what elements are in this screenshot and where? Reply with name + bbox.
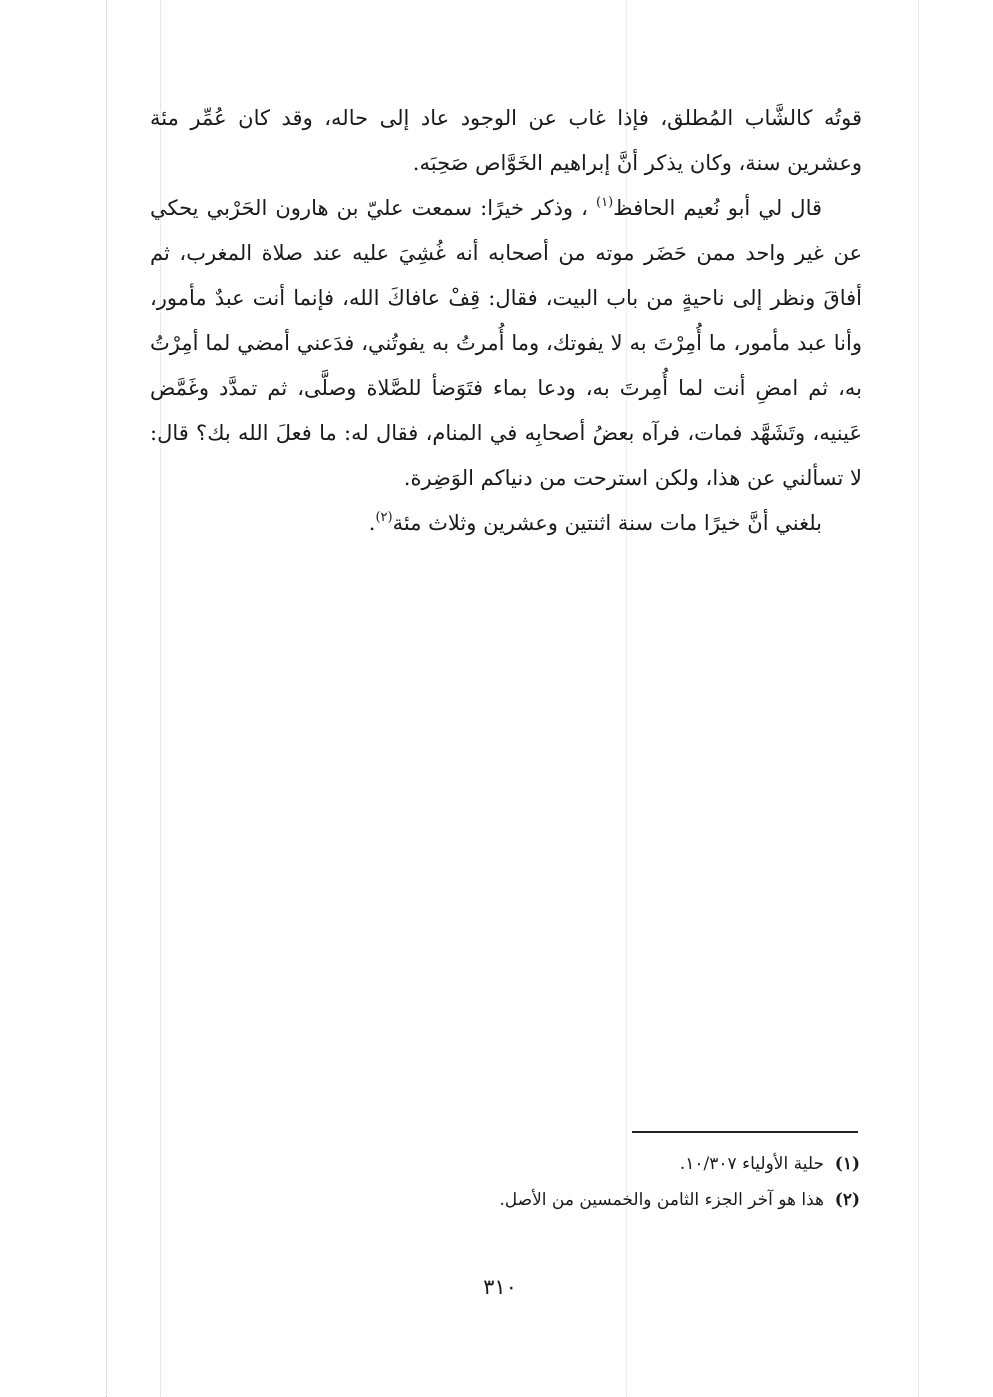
footnote-2-number: (٢) (834, 1190, 860, 1210)
scan-artifact-line (106, 0, 107, 1397)
footnote-2 (300, 1182, 860, 1218)
paragraph-1-line-1: قوتُه كالشَّاب المُطلق، فإذا غاب عن الوجود عاد إلى حاله، وقد كان عُمِّر مئة (150, 106, 862, 130)
main-text (150, 96, 862, 546)
footnote-2-text: هذا هو آخر الجزء الثامن والخمسين من الأصل. (499, 1190, 824, 1210)
footnotes (300, 1146, 860, 1218)
footnote-ref-2[interactable]: (٢) (375, 510, 393, 525)
footnote-1-number: (١) (834, 1154, 860, 1174)
paragraph-1 (150, 96, 862, 141)
scan-artifact-line (918, 0, 919, 1397)
paragraph-1-line-2: وعشرين سنة، وكان يذكر أنَّ إبراهيم الخَوَّاص صَحِبَه. (412, 151, 862, 175)
footnote-1-text: حلية الأولياء ١٠/٣٠٧. (679, 1154, 824, 1174)
paragraph-2-rest: ، وذكر خيرًا: سمعت عليّ بن هارون الحَرْبي يحكي عن غير واحد ممن حَضَر موته من أصحابه أنه غُشِيَ عليه عند صلاة المغرب، ثم أفاقَ ونظر إلى ناحيةٍ من باب البيت، فقال: قِفْ عافاكَ الله، فإنما أنت عبدٌ مأمور، وأنا عبد مأمور، ما أُمِرْتَ به لا يفوتك، وما أُمرتُ به يفوتُني، فدَعني أمضي لما أمِرْتُ به، ثم امضِ أنت لما أُمِرتَ به، ودعا بماء فتَوَضأ للصَّلاة وصلَّى، ثم تمدَّد وغَمَّض عَينيه، وتَشَهَّد فمات، فرآه بعضُ أصحابِه في المنام، فقال له: ما فعلَ الله بك؟ قال: لا تسألني عن هذا، ولكن استرحت من دنياكم الوَضِرة. (150, 196, 862, 490)
paragraph-3 (150, 501, 862, 546)
paragraph-3-end: . (368, 511, 376, 535)
paragraph-1-end (150, 141, 862, 186)
paragraph-2-start: قال لي أبو نُعيم الحافظ (613, 196, 823, 220)
page-number: ٣١٠ (483, 1275, 517, 1299)
paragraph-3-text: بلغني أنَّ خيرًا مات سنة اثنتين وعشرين وثلاث مئة (392, 511, 822, 535)
footnote-separator (632, 1131, 858, 1133)
footnote-1 (300, 1146, 860, 1182)
footnote-ref-1[interactable]: (١) (596, 195, 614, 210)
paragraph-2 (150, 186, 862, 501)
